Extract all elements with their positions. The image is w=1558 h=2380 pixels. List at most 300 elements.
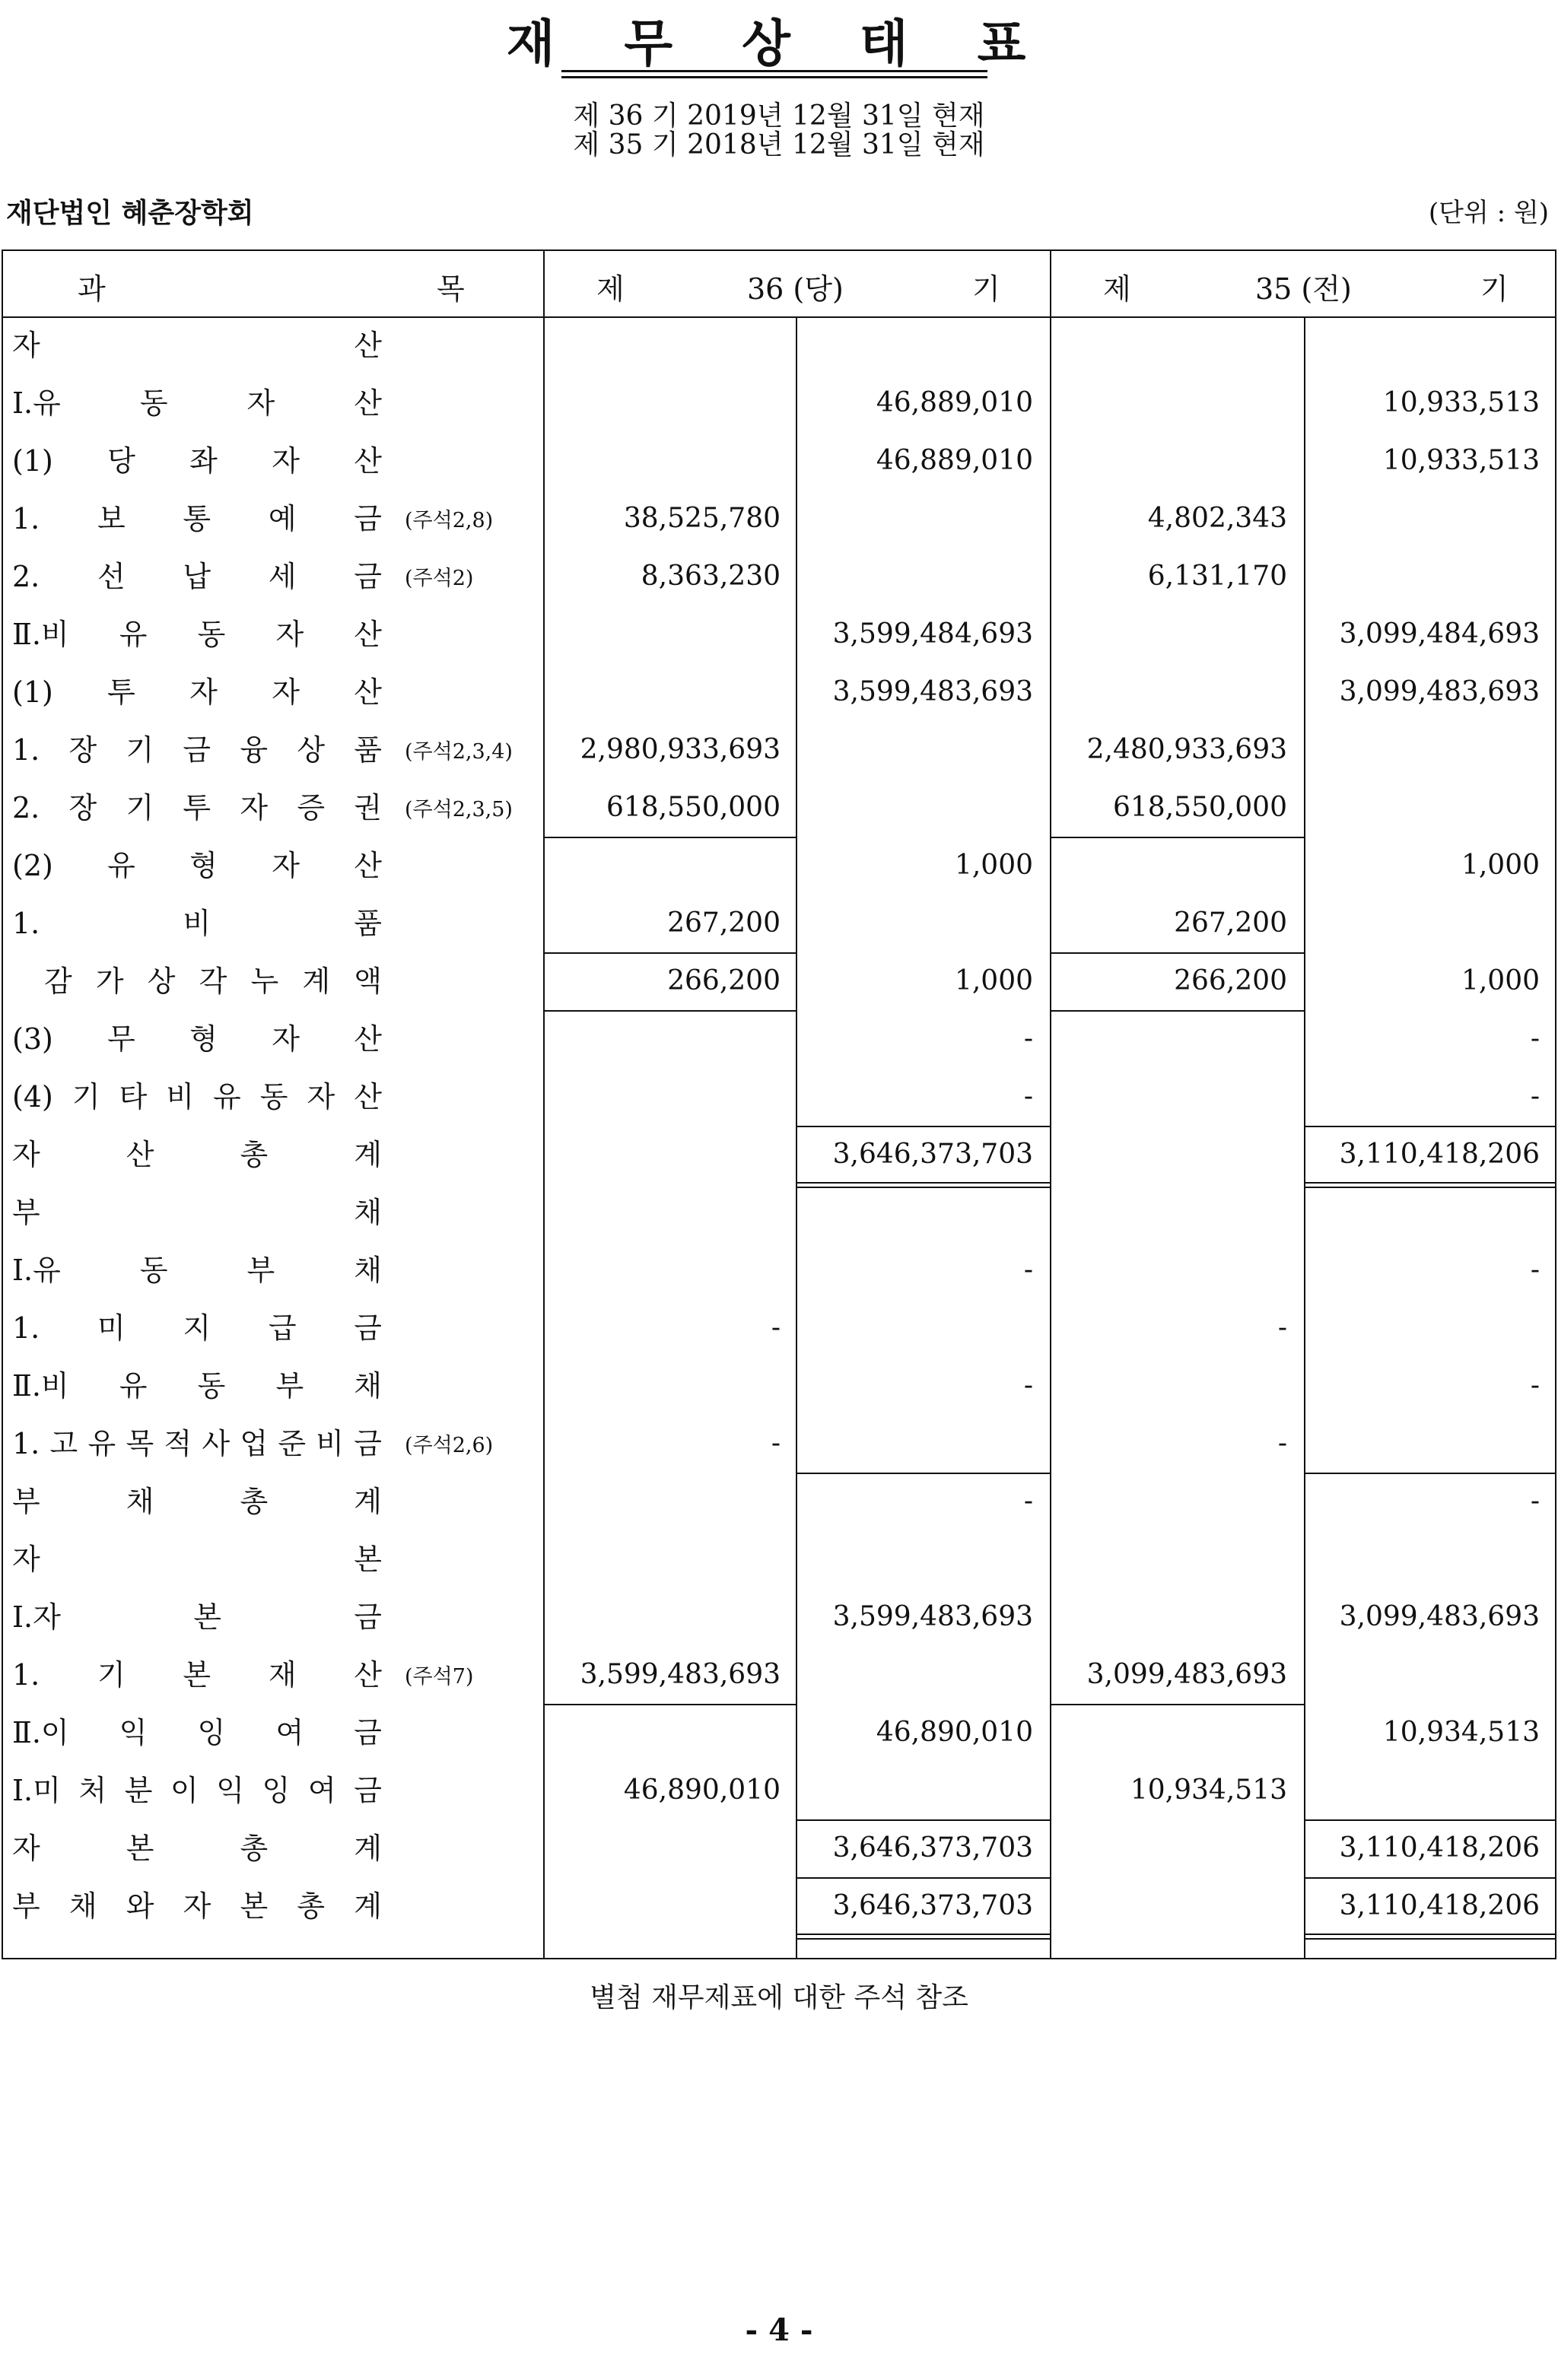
unit-label: (단위 : 원) <box>1428 198 1549 228</box>
row-label-part: 비 <box>183 907 211 940</box>
column-divider <box>1050 249 1051 1958</box>
row-label-part: 형 <box>189 849 218 882</box>
amount-c1: 618,550,000 <box>606 792 781 823</box>
total-rule <box>797 1819 1050 1821</box>
row-label-part: 2. <box>12 791 40 825</box>
table-row <box>2 432 1556 490</box>
amount-c3: 266,200 <box>1174 965 1287 996</box>
row-label <box>12 1830 382 1867</box>
row-label <box>12 1252 382 1289</box>
row-label <box>12 1541 382 1578</box>
amount-c3: - <box>1277 1312 1287 1343</box>
row-label <box>12 500 382 537</box>
row-label-part: 기 <box>126 733 154 767</box>
row-label-part: 와 <box>126 1889 154 1923</box>
footnote: 별첨 재무제표에 대한 주석 참조 <box>590 1982 968 2013</box>
row-label-part: 총 <box>297 1889 326 1923</box>
row-label-part: 처 <box>78 1774 107 1807</box>
row-label <box>12 1079 382 1115</box>
table-row <box>2 1530 1556 1588</box>
row-label-part: 총 <box>240 1832 269 1865</box>
row-label-part: 본 <box>240 1889 269 1923</box>
total-double-rule <box>1305 1934 1555 1940</box>
row-label-part: 본 <box>193 1600 221 1634</box>
row-label-part: 가 <box>95 964 124 998</box>
row-label-part: (4) <box>12 1080 53 1114</box>
row-label-part: 익 <box>119 1716 148 1749</box>
row-label <box>12 558 382 595</box>
row-label-part: 통 <box>183 502 211 535</box>
table-row <box>2 374 1556 432</box>
row-label-part: 채 <box>68 1889 97 1923</box>
row-label-part: 기 <box>126 791 154 825</box>
row-label-part: 산 <box>354 618 382 651</box>
amount-c2: 3,599,483,693 <box>832 676 1033 707</box>
amount-c1: 2,980,933,693 <box>580 734 781 765</box>
row-label-part: 준 <box>278 1427 307 1460</box>
total-rule <box>797 1877 1050 1879</box>
row-label <box>12 1657 382 1693</box>
row-label-part: 상 <box>147 964 176 998</box>
amount-c4: - <box>1530 1254 1540 1285</box>
amount-c2: 3,599,483,693 <box>832 1601 1033 1632</box>
row-label-part: 미 <box>97 1311 126 1345</box>
row-label <box>12 1425 382 1462</box>
header-item-b: 목 <box>437 272 465 306</box>
subtotal-rule <box>545 1010 797 1012</box>
table-row <box>2 1184 1556 1241</box>
row-label-part: 동 <box>139 386 168 420</box>
table-row <box>2 1299 1556 1357</box>
table-row <box>2 1415 1556 1473</box>
total-rule <box>1305 1877 1555 1879</box>
row-label-part: 1. <box>12 502 40 535</box>
balance-sheet-table <box>2 249 1556 1958</box>
row-label-part: 1. <box>12 907 40 940</box>
row-label-part: 자 <box>240 791 269 825</box>
row-label-part: 익 <box>216 1774 245 1807</box>
table-row <box>2 490 1556 548</box>
amount-c1: 266,200 <box>667 965 781 996</box>
header-separator <box>2 316 1556 318</box>
row-label-part: Ⅰ.유 <box>12 1254 61 1287</box>
amount-c1: 38,525,780 <box>623 503 781 534</box>
table-row <box>2 1877 1556 1935</box>
row-label-part: 급 <box>268 1311 297 1345</box>
table-row <box>2 952 1556 1010</box>
row-label <box>12 1599 382 1635</box>
table-row <box>2 663 1556 721</box>
row-label-part: 유 <box>213 1080 241 1114</box>
header-current-b: 36 (당) <box>747 272 844 306</box>
row-label-part: 장 <box>68 791 97 825</box>
amount-c4: 1,000 <box>1461 850 1540 881</box>
header-current-a: 제 <box>596 272 625 306</box>
row-label-part: 분 <box>124 1774 153 1807</box>
amount-c4: 10,933,513 <box>1382 387 1540 418</box>
amount-c1: - <box>771 1428 781 1459</box>
row-label-part: 비 <box>166 1080 195 1114</box>
amount-c2: - <box>1023 1486 1033 1517</box>
document-title: 재 무 상 태 표 <box>506 14 1052 73</box>
row-label-part: 지 <box>183 1311 211 1345</box>
amount-c3: 2,480,933,693 <box>1086 734 1287 765</box>
row-label-part: 총 <box>240 1485 269 1518</box>
total-rule <box>1305 1473 1555 1474</box>
amount-c4: - <box>1530 1370 1540 1401</box>
row-label-part: Ⅰ.유 <box>12 386 61 420</box>
amount-c2: 3,646,373,703 <box>832 1890 1033 1921</box>
row-label-part: 목 <box>126 1427 154 1460</box>
row-label <box>12 674 382 710</box>
amount-c3: 618,550,000 <box>1112 792 1287 823</box>
amount-c4: - <box>1530 1486 1540 1517</box>
row-label-part: 무 <box>107 1022 135 1056</box>
row-label-part: 각 <box>199 964 227 998</box>
row-label-part: 1. <box>12 733 40 767</box>
row-label-part: 1. <box>12 1658 40 1692</box>
table-row <box>2 1819 1556 1877</box>
row-note-reference: (주석2,3,5) <box>405 798 513 821</box>
page-number: - 4 - <box>745 2312 813 2348</box>
column-divider <box>543 249 545 1958</box>
total-rule <box>797 1473 1050 1474</box>
row-label-part: 이 <box>170 1774 199 1807</box>
total-rule <box>797 1126 1050 1127</box>
row-label-part: 산 <box>354 675 382 709</box>
total-double-rule <box>797 1934 1050 1940</box>
row-label-part: 투 <box>183 791 211 825</box>
row-label-part: 좌 <box>189 444 218 478</box>
row-label-part: 계 <box>354 1485 382 1518</box>
header-current-c: 기 <box>972 272 1000 306</box>
table-row <box>2 1646 1556 1704</box>
row-label-part: 상 <box>297 733 326 767</box>
row-label <box>12 1136 382 1173</box>
row-label <box>12 443 382 479</box>
amount-c3: - <box>1277 1428 1287 1459</box>
row-label-part: 증 <box>297 791 326 825</box>
row-label-part: 선 <box>97 560 126 593</box>
table-row <box>2 1473 1556 1530</box>
row-label-part: 예 <box>268 502 297 535</box>
row-label-part: 동 <box>197 618 226 651</box>
row-label-part: (1) <box>12 675 53 709</box>
total-double-rule <box>1305 1182 1555 1188</box>
row-label-part: 금 <box>354 1427 382 1460</box>
amount-c4: 3,110,418,206 <box>1339 1832 1540 1864</box>
row-label-part: 채 <box>354 1254 382 1287</box>
row-label <box>12 905 382 942</box>
row-label-part: 2. <box>12 560 40 593</box>
row-label-part: 타 <box>119 1080 148 1114</box>
row-label-part: 유 <box>87 1427 116 1460</box>
row-label-part: 자 <box>12 1832 40 1865</box>
row-label-part: (1) <box>12 444 53 478</box>
row-label-part: 여 <box>275 1716 304 1749</box>
table-row <box>2 837 1556 894</box>
row-label <box>44 963 382 999</box>
table-border-left <box>2 249 3 1958</box>
row-label-part: 자 <box>272 1022 300 1056</box>
table-border-right <box>1555 249 1556 1958</box>
amount-c2: 3,599,484,693 <box>832 618 1033 650</box>
row-label-part: 업 <box>240 1427 269 1460</box>
row-label-part: 동 <box>139 1254 168 1287</box>
row-label <box>12 1021 382 1057</box>
row-note-reference: (주석7) <box>405 1665 474 1689</box>
row-label-part: 납 <box>183 560 211 593</box>
amount-c2: 1,000 <box>954 850 1033 881</box>
row-label-part: 동 <box>259 1080 288 1114</box>
row-label <box>12 790 382 826</box>
row-label <box>12 1194 382 1231</box>
title-underline-top <box>561 70 987 72</box>
amount-c4: 10,934,513 <box>1382 1717 1540 1748</box>
amount-c1: - <box>771 1312 781 1343</box>
row-label-part: 부 <box>12 1889 40 1923</box>
row-label-part: 자 <box>189 675 218 709</box>
row-label <box>12 1483 382 1520</box>
amount-c3: 10,934,513 <box>1130 1775 1287 1806</box>
company-name: 재단법인 혜춘장학회 <box>6 197 254 229</box>
row-label-part: 산 <box>354 1080 382 1114</box>
header-prior-a: 제 <box>1103 272 1131 306</box>
subtotal-rule <box>545 952 797 954</box>
amount-c3: 267,200 <box>1174 907 1287 939</box>
amount-c4: - <box>1530 1023 1540 1054</box>
row-label-part: 유 <box>119 618 148 651</box>
row-label-part: 기 <box>97 1658 126 1692</box>
amount-c2: 46,889,010 <box>876 445 1033 476</box>
amount-c3: 4,802,343 <box>1147 503 1287 534</box>
row-label-part: 1. <box>12 1311 40 1345</box>
amount-c2: - <box>1023 1254 1033 1285</box>
row-label-part: 부 <box>12 1196 40 1229</box>
row-label-part: 산 <box>126 1138 154 1171</box>
row-label-part: 본 <box>183 1658 211 1692</box>
row-label-part: 본 <box>354 1543 382 1576</box>
row-label-part: 액 <box>354 964 382 998</box>
row-label-part: 금 <box>354 1774 382 1807</box>
row-label-part: 사 <box>202 1427 231 1460</box>
column-divider <box>796 316 797 1958</box>
row-label-part: 산 <box>354 1022 382 1056</box>
row-label-part: 부 <box>12 1485 40 1518</box>
row-label-part: 자 <box>272 849 300 882</box>
row-label <box>12 1310 382 1346</box>
amount-c2: 46,890,010 <box>876 1717 1033 1748</box>
row-label-part: 본 <box>126 1832 154 1865</box>
row-label-part: 채 <box>354 1369 382 1403</box>
row-note-reference: (주석2,6) <box>405 1434 494 1457</box>
amount-c2: 1,000 <box>954 965 1033 996</box>
row-label-part: 품 <box>354 733 382 767</box>
row-label-part: 채 <box>354 1196 382 1229</box>
row-label-part: 부 <box>275 1369 304 1403</box>
row-label <box>12 1888 382 1924</box>
row-label-part: 금 <box>354 1311 382 1345</box>
amount-c2: 3,646,373,703 <box>832 1832 1033 1864</box>
row-label-part: 형 <box>189 1022 218 1056</box>
row-label-part: 계 <box>354 1138 382 1171</box>
row-label-part: 자 <box>12 329 40 362</box>
header-item-a: 과 <box>78 272 106 306</box>
row-label-part: (2) <box>12 849 53 882</box>
row-label-part: (3) <box>12 1022 53 1056</box>
amount-c1: 267,200 <box>667 907 781 939</box>
subtotal-rule <box>1051 837 1304 838</box>
row-label-part: 적 <box>164 1427 192 1460</box>
row-label-part: 세 <box>268 560 297 593</box>
row-label <box>12 327 382 364</box>
row-label-part: 고 <box>49 1427 78 1460</box>
row-label-part: 자 <box>307 1080 335 1114</box>
header-prior-b: 35 (전) <box>1255 272 1352 306</box>
row-note-reference: (주석2,8) <box>405 509 494 532</box>
amount-c2: - <box>1023 1370 1033 1401</box>
row-label-part: 산 <box>354 1658 382 1692</box>
row-note-reference: (주석2) <box>405 567 474 590</box>
amount-c4: 3,110,418,206 <box>1339 1139 1540 1170</box>
row-label-part: 금 <box>354 1716 382 1749</box>
row-label-part: 계 <box>354 1889 382 1923</box>
table-border-top <box>2 249 1556 251</box>
amount-c4: 3,110,418,206 <box>1339 1890 1540 1921</box>
column-divider <box>1304 316 1305 1958</box>
row-label-part: 금 <box>354 502 382 535</box>
table-row <box>2 316 1556 374</box>
row-label-part: 산 <box>354 329 382 362</box>
amount-c1: 46,890,010 <box>623 1775 781 1806</box>
amount-c2: 46,889,010 <box>876 387 1033 418</box>
table-row <box>2 1126 1556 1184</box>
amount-c4: - <box>1530 1081 1540 1112</box>
row-label-part: Ⅰ.미 <box>12 1774 61 1807</box>
table-row <box>2 1241 1556 1299</box>
amount-c2: 3,646,373,703 <box>832 1139 1033 1170</box>
row-label-part: 자 <box>246 386 275 420</box>
row-label-part: 누 <box>250 964 279 998</box>
row-label-part: 부 <box>246 1254 275 1287</box>
row-label <box>12 1772 382 1809</box>
row-label-part: 유 <box>119 1369 148 1403</box>
row-label <box>12 1714 382 1751</box>
row-label-part: 장 <box>68 733 97 767</box>
row-label-part: 자 <box>275 618 304 651</box>
table-row <box>2 721 1556 779</box>
row-label-part: 융 <box>240 733 269 767</box>
row-label-part: Ⅱ.비 <box>12 1369 69 1403</box>
row-label-part: Ⅱ.비 <box>12 618 69 651</box>
row-label-part: 품 <box>354 907 382 940</box>
row-label-part: 총 <box>240 1138 269 1171</box>
amount-c4: 1,000 <box>1461 965 1540 996</box>
row-label-part: 산 <box>354 849 382 882</box>
row-label-part: 재 <box>268 1658 297 1692</box>
total-rule <box>1305 1819 1555 1821</box>
row-label-part: 자 <box>12 1543 40 1576</box>
row-label-part: 계 <box>354 1832 382 1865</box>
period-current: 제 36 기 2019년 12월 31일 현재 <box>573 100 985 132</box>
subtotal-rule <box>1051 952 1304 954</box>
table-row <box>2 1762 1556 1819</box>
row-label <box>12 732 382 768</box>
table-row <box>2 1704 1556 1762</box>
row-note-reference: (주석2,3,4) <box>405 740 513 764</box>
table-row <box>2 894 1556 952</box>
amount-c3: 6,131,170 <box>1147 561 1287 592</box>
period-prior: 제 35 기 2018년 12월 31일 현재 <box>573 129 985 160</box>
row-label-part: 기 <box>72 1080 100 1114</box>
header-prior-c: 기 <box>1480 272 1509 306</box>
row-label-part: 당 <box>107 444 135 478</box>
row-label-part: 권 <box>354 791 382 825</box>
row-label-part: 유 <box>107 849 135 882</box>
row-label-part: 자 <box>272 675 300 709</box>
total-rule <box>1305 1126 1555 1127</box>
row-label-part: 자 <box>183 1889 211 1923</box>
row-label <box>12 385 382 421</box>
amount-c4: 3,099,483,693 <box>1339 676 1540 707</box>
row-label-part: 산 <box>354 386 382 420</box>
row-label-part: 투 <box>107 675 135 709</box>
table-row <box>2 1357 1556 1415</box>
row-label-part: 금 <box>354 560 382 593</box>
row-label-part: 계 <box>302 964 331 998</box>
row-label-part: 산 <box>354 444 382 478</box>
row-label-part: 금 <box>354 1600 382 1634</box>
amount-c1: 3,599,483,693 <box>580 1659 781 1690</box>
amount-c4: 10,933,513 <box>1382 445 1540 476</box>
total-double-rule <box>797 1182 1050 1188</box>
table-row <box>2 548 1556 605</box>
row-label-part: 채 <box>126 1485 154 1518</box>
subtotal-rule <box>545 1704 797 1705</box>
subtotal-rule <box>1051 1010 1304 1012</box>
amount-c4: 3,099,483,693 <box>1339 1601 1540 1632</box>
table-row <box>2 605 1556 663</box>
row-label-part: 자 <box>272 444 300 478</box>
title-underline-bottom <box>561 76 987 78</box>
amount-c2: - <box>1023 1081 1033 1112</box>
row-label-part: 감 <box>44 964 72 998</box>
row-label-part: Ⅱ.이 <box>12 1716 69 1749</box>
row-label <box>12 1368 382 1404</box>
amount-c2: - <box>1023 1023 1033 1054</box>
table-border-bottom <box>2 1958 1556 1959</box>
row-label-part: 금 <box>183 733 211 767</box>
row-label-part: 동 <box>197 1369 226 1403</box>
subtotal-rule <box>1051 1704 1304 1705</box>
amount-c3: 3,099,483,693 <box>1086 1659 1287 1690</box>
amount-c1: 8,363,230 <box>641 561 781 592</box>
row-label <box>12 847 382 884</box>
row-label-part: 잉 <box>197 1716 226 1749</box>
row-label-part: 잉 <box>262 1774 291 1807</box>
table-row <box>2 779 1556 837</box>
row-label-part: 자 <box>12 1138 40 1171</box>
amount-c4: 3,099,484,693 <box>1339 618 1540 650</box>
row-label-part: 보 <box>97 502 126 535</box>
row-label-part: 여 <box>307 1774 336 1807</box>
table-row <box>2 1588 1556 1646</box>
table-row <box>2 1068 1556 1126</box>
row-label-part: Ⅰ.자 <box>12 1600 61 1634</box>
table-row <box>2 1010 1556 1068</box>
row-label <box>12 616 382 653</box>
row-label-part: 비 <box>316 1427 345 1460</box>
